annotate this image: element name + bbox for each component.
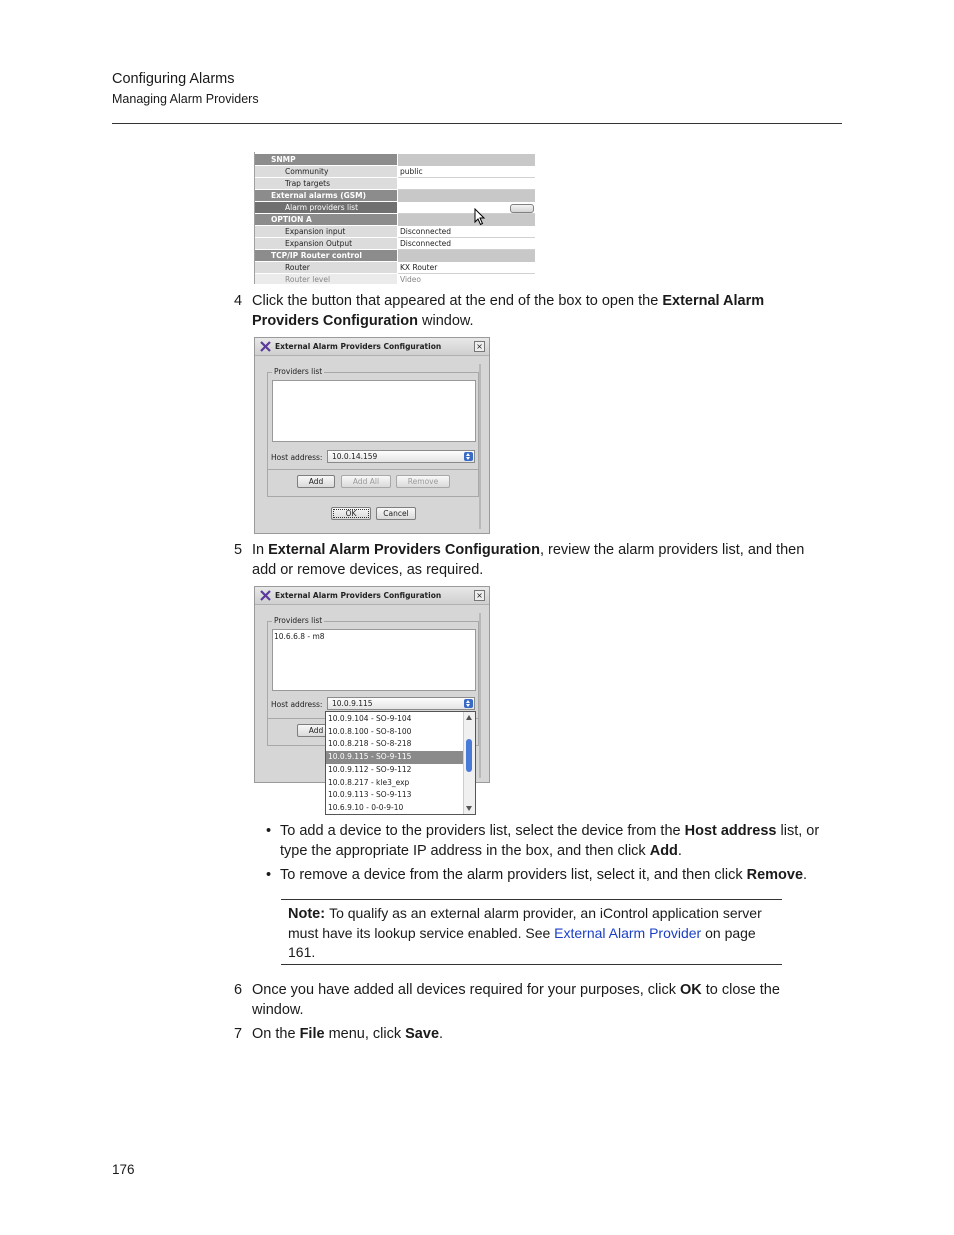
host-address-combo[interactable]: 10.0.14.159 (327, 450, 475, 463)
host-address-label: Host address: (271, 453, 323, 462)
property-grid-screenshot (254, 152, 535, 284)
app-logo-icon (260, 590, 271, 601)
dialog-title: External Alarm Providers Configuration (275, 342, 442, 351)
running-header-chapter: Configuring Alarms (112, 71, 235, 87)
step-5: 5 In External Alarm Providers Configuration, review the alarm providers list, and then add or remove devices, as required. (234, 542, 805, 578)
step-number: 7 (234, 1026, 243, 1042)
host-address-combo[interactable]: 10.0.9.115 (327, 697, 475, 710)
mouse-pointer-icon (474, 208, 486, 226)
dialog-title-bar[interactable] (255, 587, 489, 605)
close-icon[interactable]: × (474, 341, 485, 352)
page-number: 176 (112, 1162, 135, 1177)
ellipsis-button[interactable] (510, 204, 534, 213)
dialog-edge (479, 364, 481, 529)
step-number: 5 (234, 542, 243, 558)
scroll-down-arrow-icon[interactable] (466, 806, 472, 811)
scroll-up-arrow-icon[interactable] (466, 715, 472, 720)
dialog-edge (479, 613, 481, 778)
bullet-add-device: • To add a device to the providers list, select the device from the Host address list, or type the appropriate IP address in the box, and then click Add. (266, 823, 820, 859)
grid-row-alarm-providers-list[interactable]: Alarm providers list (255, 202, 535, 214)
step-number: 4 (234, 293, 243, 309)
providers-list-label: Providers list (274, 367, 323, 376)
grid-row-external-alarms[interactable]: External alarms (GSM) (255, 190, 535, 202)
grid-row-router[interactable]: Router KX Router (255, 262, 535, 274)
note-box: Note: To qualify as an external alarm provider, an iControl application server must have its lookup service enabled. See External Alarm Provider on page 161. (281, 899, 782, 965)
grid-row-tcpip-router[interactable]: TCP/IP Router control (255, 250, 535, 262)
grid-row-trap-targets[interactable]: Trap targets (255, 178, 535, 190)
add-button[interactable]: Add (297, 475, 335, 488)
step-number: 6 (234, 982, 243, 998)
dialog-title-bar[interactable] (255, 338, 489, 356)
cancel-button[interactable]: Cancel (376, 507, 416, 520)
step-4: 4 Click the button that appeared at the end of the box to open the External Alarm Providers Configuration window. (234, 293, 765, 329)
dropdown-item-selected[interactable]: 10.0.9.115 - SO-9-115 (326, 751, 463, 764)
dropdown-item[interactable]: 10.0.9.104 - SO-9-104 (328, 714, 412, 723)
note-label: Note: (288, 906, 326, 922)
dropdown-item[interactable]: 10.6.9.10 - 0-0-9-10 (328, 802, 404, 812)
step-6: 6 Once you have added all devices required for your purposes, click OK to close the window. (234, 982, 780, 1018)
providers-list-label: Providers list (274, 616, 323, 625)
bullet-marker: • (266, 867, 272, 883)
header-rule (112, 123, 842, 124)
host-address-label: Host address: (271, 700, 323, 709)
dialog-title: External Alarm Providers Configuration (275, 591, 442, 600)
add-button[interactable]: Add (297, 724, 335, 737)
app-logo-icon (260, 341, 271, 352)
close-icon[interactable]: × (474, 590, 485, 601)
bullet-remove-device: • To remove a device from the alarm providers list, select it, and then click Remove. (266, 867, 808, 883)
host-address-dropdown[interactable] (325, 711, 476, 815)
dropdown-item[interactable]: 10.0.8.217 - kle3_exp (328, 777, 410, 787)
running-header-section: Managing Alarm Providers (112, 92, 259, 106)
dropdown-item[interactable]: 10.0.8.218 - SO-8-218 (328, 739, 412, 749)
grid-row-snmp[interactable]: SNMP (255, 154, 535, 166)
ok-button[interactable]: OK (331, 507, 371, 520)
dropdown-item[interactable]: 10.0.8.100 - SO-8-100 (328, 726, 412, 736)
step-7: 7 On the File menu, click Save. (234, 1026, 444, 1042)
bullet-marker: • (266, 823, 272, 839)
spinner-arrows-icon[interactable] (464, 699, 473, 708)
providers-listbox[interactable] (272, 380, 476, 442)
add-all-button[interactable]: Add All (341, 475, 391, 488)
spinner-arrows-icon[interactable] (464, 452, 473, 461)
grid-row-community[interactable]: Community public (255, 166, 535, 178)
dropdown-item[interactable]: 10.0.9.112 - SO-9-112 (328, 764, 412, 774)
grid-row-expansion-output[interactable]: Expansion Output Disconnected (255, 238, 535, 250)
remove-button[interactable]: Remove (396, 475, 450, 488)
list-item[interactable]: 10.6.6.8 - m8 (274, 632, 325, 641)
scroll-thumb[interactable] (466, 739, 472, 772)
grid-row-expansion-input[interactable]: Expansion input Disconnected (255, 226, 535, 238)
grid-row-router-level[interactable]: Router level Video (255, 274, 535, 284)
external-alarm-providers-dialog (254, 337, 490, 534)
grid-row-option-a[interactable]: OPTION A (255, 214, 535, 226)
providers-listbox[interactable] (272, 629, 476, 691)
dropdown-scrollbar[interactable] (463, 712, 475, 814)
external-alarm-provider-link[interactable]: External Alarm Provider (554, 925, 702, 941)
dropdown-item[interactable]: 10.0.9.113 - SO-9-113 (328, 790, 412, 800)
